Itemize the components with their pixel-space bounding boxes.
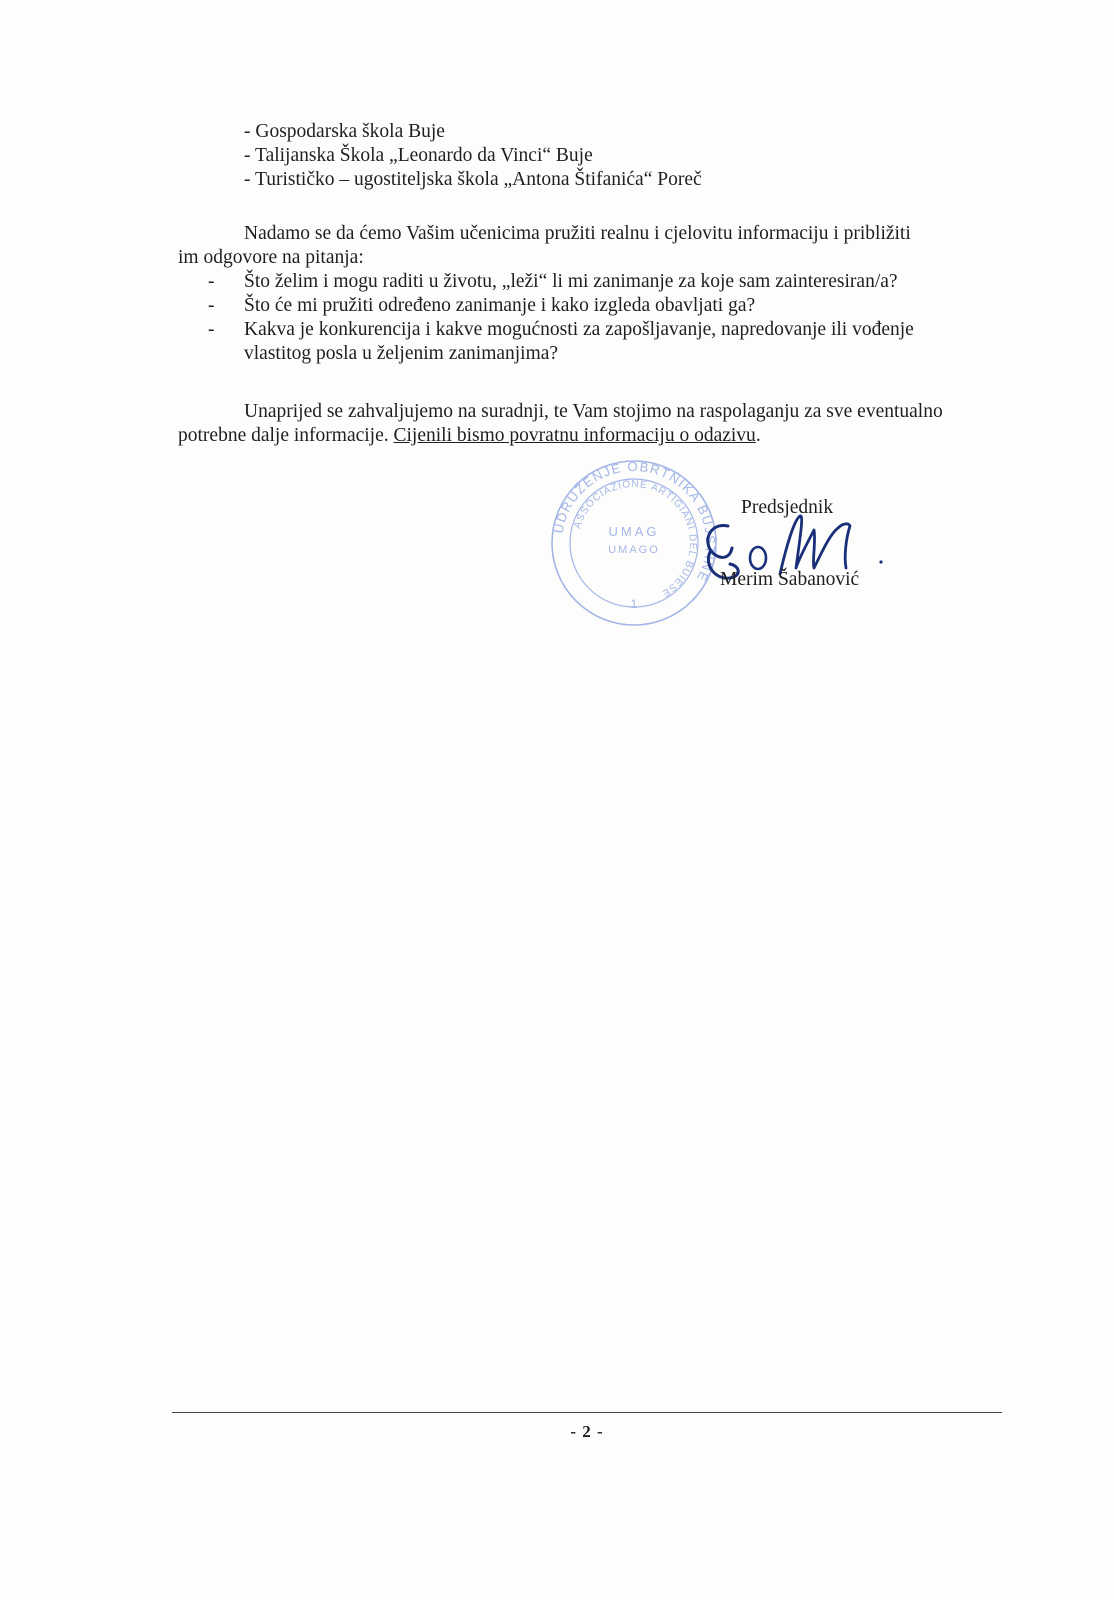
question-text: Što želim i mogu raditi u životu, „leži“ li mi zanimanje za koje sam zainteresiran/a? [244, 271, 898, 292]
intro-line: Nadamo se da ćemo Vašim učenicima pružiti realnu i cjelovitu informaciju i približiti [244, 223, 911, 244]
question-text: vlastitog posla u željenim zanimanjima? [244, 343, 559, 364]
signature-title: Predsjednik [741, 497, 834, 518]
stamp-center-text: UMAG [608, 524, 660, 539]
question-item [178, 270, 1000, 294]
stamp-outer-text: UDRUŽENJE OBRTNIKA BUJŠTINE [550, 458, 719, 585]
intro-paragraph [178, 222, 1000, 270]
list-dash: - [208, 295, 215, 316]
response-request-text: Cijenili bismo povratnu informaciju o odazivu [393, 425, 756, 446]
question-text: Kakva je konkurencija i kakve mogućnosti za zapošljavanje, napredovanje ili vođenje [244, 319, 914, 340]
question-list [178, 270, 1000, 366]
closing-text: potrebne dalje informacije. [178, 425, 394, 446]
intro-line: im odgovore na pitanja: [178, 247, 364, 268]
association-stamp [549, 458, 719, 628]
stamp-number: 1 [630, 597, 638, 611]
closing-period: . [755, 425, 761, 446]
footer-divider [172, 1412, 1002, 1413]
signature-name: Merim Šabanović [720, 569, 860, 590]
school-item: - Talijanska Škola „Leonardo da Vinci“ Buje [244, 145, 593, 166]
school-list [244, 120, 702, 192]
question-item [178, 318, 1000, 366]
list-dash: - [208, 271, 215, 292]
school-item: - Gospodarska škola Buje [244, 121, 445, 142]
question-item [178, 294, 1000, 318]
list-dash: - [208, 319, 215, 340]
question-text: Što će mi pružiti određeno zanimanje i kako izgleda obavljati ga? [244, 295, 756, 316]
school-item: - Turističko – ugostiteljska škola „Antona Štifanića“ Poreč [244, 169, 702, 190]
closing-paragraph [178, 400, 1000, 448]
stamp-center-text: UMAGO [608, 544, 660, 556]
closing-line: Unaprijed se zahvaljujemo na suradnji, te Vam stojimo na raspolaganju za sve eventualno [244, 401, 943, 422]
page-number: - 2 - [570, 1422, 604, 1441]
stamp-inner-text: ASSOCIAZIONE ARTIGIANI DEL BUIESE [572, 478, 699, 600]
closing-line [178, 424, 1000, 448]
